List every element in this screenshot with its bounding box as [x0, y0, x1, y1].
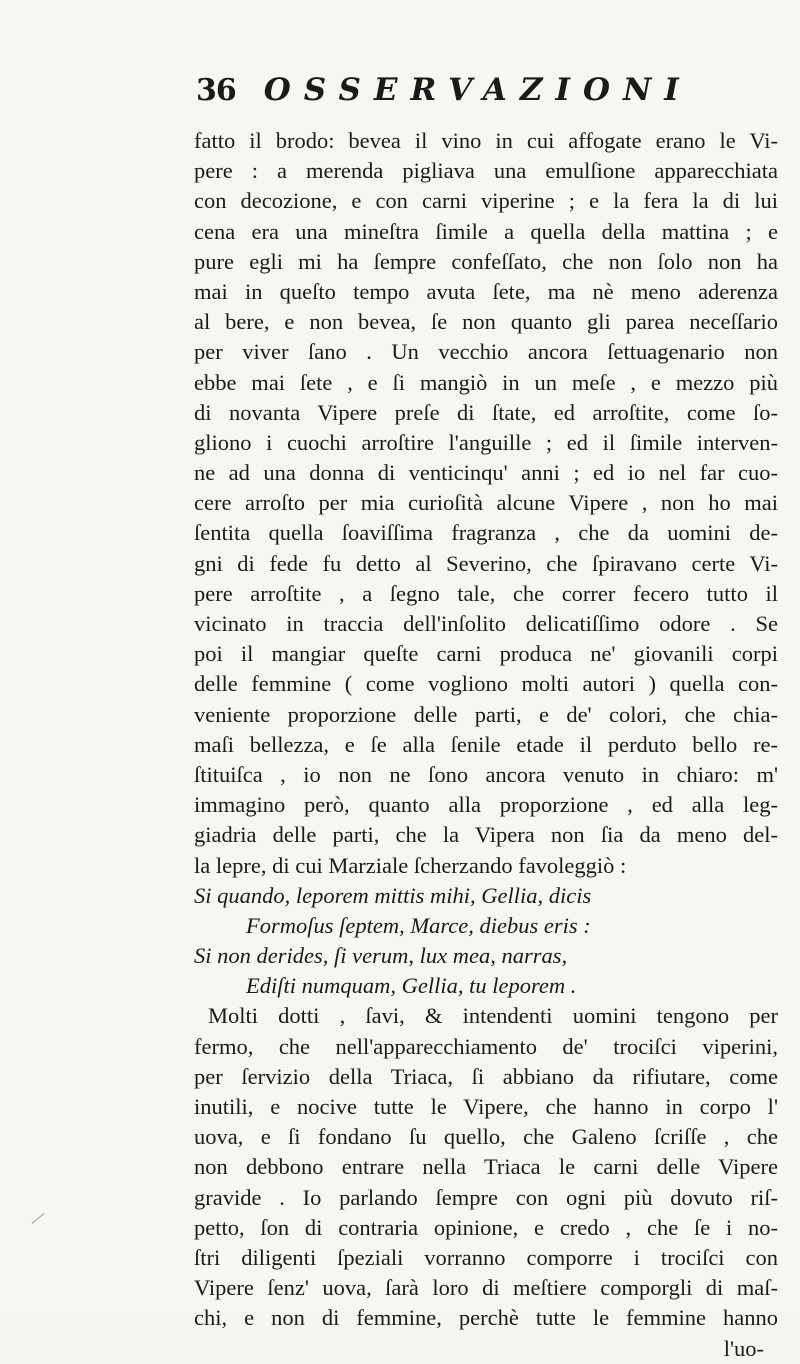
text-line: Molti dotti , ſavi, & intendenti uomini tengono per — [208, 1003, 778, 1029]
verse-line: Ediſti numquam, Gellia, tu leporem . — [246, 973, 577, 999]
page-header — [196, 72, 776, 116]
page-number: 36 — [196, 73, 236, 108]
text-line: cena era una mineſtra ſimile a quella della mattina ; e — [194, 218, 778, 244]
text-line: al bere, e non bevea, ſe non quanto gli parea neceſſario — [194, 309, 778, 335]
text-line: vicinato in traccia dell'inſolito delicatiſſimo odore . Se — [194, 611, 778, 636]
text-line: gravide . Io parlando ſempre con ogni più dovuto riſ- — [194, 1184, 778, 1210]
text-line: ſtituiſca , io non ne ſono ancora venuto in chiaro: m' — [194, 761, 778, 787]
text-line: di novanta Vipere preſe di ſtate, ed arroſtite, come ſo- — [194, 399, 778, 425]
verse-line: Si non derides, ſi verum, lux mea, narras, — [194, 943, 568, 969]
text-line: cere arroſto per mia curioſità alcune Vipere , non ho mai — [194, 490, 778, 516]
text-line: pure egli mi ha ſempre confeſſato, che non ſolo non ha — [194, 248, 778, 274]
text-line: fatto il brodo: bevea il vino in cui affogate erano le Vi- — [194, 128, 778, 153]
text-line: per ſervizio della Triaca, ſi abbiano da rifiutare, come — [194, 1063, 778, 1089]
text-line: pere : a merenda pigliava una emulſione apparecchiata — [194, 158, 778, 184]
text-line: giadria delle parti, che la Vipera non ſia da meno del- — [194, 822, 778, 848]
text-line: gliono i cuochi arroſtire l'anguille ; ed il ſimile interven- — [194, 429, 778, 455]
text-line: poi il mangiar queſte carni produca ne' giovanili corpi — [194, 641, 778, 667]
body-text — [194, 126, 778, 1364]
verse-line: Si quando, leporem mittis mihi, Gellia, dicis — [194, 882, 592, 908]
text-line: veniente proporzione delle parti, e de' colori, che chia- — [194, 701, 778, 727]
text-line: chi, e non di femmine, perchè tutte le femmine hanno — [194, 1305, 778, 1331]
text-line: ſtri diligenti ſpeziali vorranno comporre i trociſci con — [194, 1244, 778, 1270]
page-corner-mark — [32, 1213, 45, 1224]
text-line: ebbe mai ſete , e ſi mangiò in un meſe , e mezzo più — [194, 369, 778, 395]
text-line: la lepre, di cui Marziale ſcherzando favoleggiò : — [194, 852, 627, 878]
text-line: pere arroſtite , a ſegno tale, che correr fecero tutto il — [194, 580, 778, 606]
text-line: con decozione, e con carni viperine ; e la fera la di lui — [194, 188, 778, 214]
text-line: non debbono entrare nella Triaca le carni delle Vipere — [194, 1154, 778, 1180]
text-line: mai in queſto tempo avuta ſete, ma nè meno aderenza — [194, 278, 778, 304]
text-line: maſi bellezza, e ſe alla ſenile etade il perduto bello re- — [194, 731, 778, 757]
text-line: Vipere ſenz' uova, ſarà loro di meſtiere comporgli di maſ- — [194, 1275, 778, 1301]
text-line: ſentita quella ſoaviſſima fragranza , che da uomini de- — [194, 520, 778, 546]
text-line: ne ad una donna di venticinqu' anni ; ed io nel far cuo- — [194, 460, 778, 486]
catchword: l'uo- — [723, 1335, 764, 1361]
text-line: per viver ſano . Un vecchio ancora ſettuagenario non — [194, 339, 778, 365]
verse-line: Formoſus ſeptem, Marce, diebus eris : — [246, 912, 591, 938]
text-line: inutili, e nocive tutte le Vipere, che hanno in corpo l' — [194, 1094, 778, 1119]
text-line: fermo, che nell'apparecchiamento de' trociſci viperini, — [194, 1033, 778, 1059]
running-head: OSSERVAZIONI — [263, 72, 692, 108]
text-line: petto, ſon di contraria opinione, e credo , che ſe i no- — [194, 1214, 778, 1240]
text-line: delle femmine ( come vogliono molti autori ) quella con- — [194, 671, 778, 697]
text-line: gni di fede fu detto al Severino, che ſpiravano certe Vi- — [194, 550, 778, 576]
text-line: uova, e ſi fondano ſu quello, che Galeno ſcriſſe , che — [194, 1124, 778, 1150]
text-line: immagino però, quanto alla proporzione , ed alla leg- — [194, 792, 778, 818]
